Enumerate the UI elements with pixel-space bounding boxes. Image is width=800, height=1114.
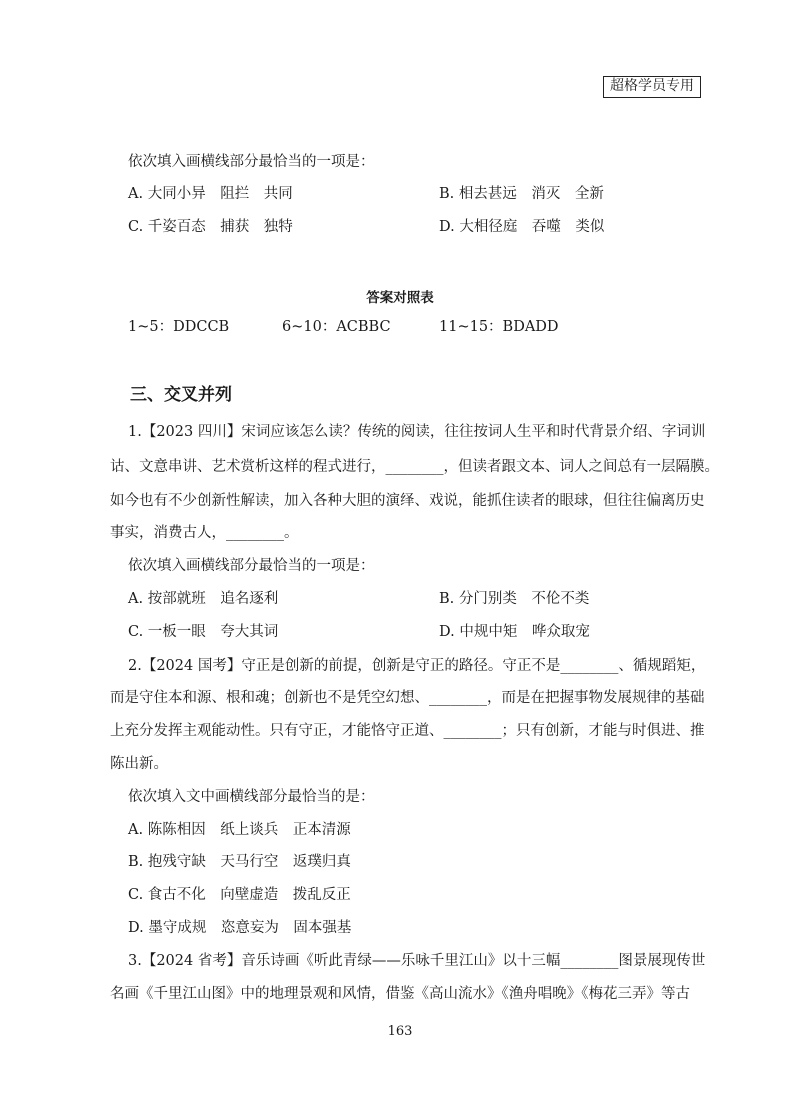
section-title: 三、交叉并列 [130, 385, 232, 405]
q1-option-c: C. 一板一眼 夸大其词 [128, 624, 279, 640]
q3-line-2: 名画《千里江山图》中的地理景观和风情，借鉴《高山流水》《渔舟唱晚》《梅花三弄》等古 [110, 986, 690, 1002]
prev-option-a: A. 大同小异 阻拦 共同 [128, 186, 293, 202]
q2-option-a: A. 陈陈相因 纸上谈兵 正本清源 [128, 822, 351, 838]
q1-prompt: 依次填入画横线部分最恰当的一项是： [128, 558, 375, 574]
answer-item-11-15: 11~15：BDADD [439, 319, 559, 335]
q1-line-1: 1.【2023 四川】宋词应该怎么读？传统的阅读，往往按词人生平和时代背景介绍、字词训 [128, 424, 706, 440]
q2-line-4: 陈出新。 [110, 756, 168, 772]
q2-line-2: 而是守住本和源、根和魂；创新也不是凭空幻想、________，而是在把握事物发展规律的基础 [110, 690, 705, 706]
q2-prompt: 依次填入文中画横线部分最恰当的是： [128, 789, 375, 805]
q2-line-3: 上充分发挥主观能动性。只有守正，才能恪守正道、________；只有创新，才能与时俱进、推 [110, 723, 705, 739]
q3-line-1: 3.【2024 省考】音乐诗画《听此青绿——乐咏千里江山》以十三幅________图景展现传世 [128, 953, 706, 969]
answer-table-title: 答案对照表 [366, 290, 434, 306]
q2-option-c: C. 食古不化 向壁虚造 拨乱反正 [128, 887, 351, 903]
page-number: 163 [387, 1024, 413, 1039]
q1-option-d: D. 中规中矩 哗众取宠 [439, 624, 590, 640]
prev-option-c: C. 千姿百态 捕获 独特 [128, 219, 293, 235]
q1-option-b: B. 分门别类 不伦不类 [439, 591, 590, 607]
prev-option-b: B. 相去甚远 消灭 全新 [439, 186, 604, 202]
prev-question-prompt: 依次填入画横线部分最恰当的一项是： [128, 154, 375, 170]
answer-item-1-5: 1~5：DDCCB [128, 319, 230, 335]
q2-option-b: B. 抱残守缺 天马行空 返璞归真 [128, 854, 351, 870]
q1-line-3: 如今也有不少创新性解读，加入各种大胆的演绎、戏说，能抓住读者的眼球，但往往偏离历史 [110, 493, 705, 509]
q1-option-a: A. 按部就班 追名逐利 [128, 591, 279, 607]
q2-option-d: D. 墨守成规 恣意妄为 固本强基 [128, 920, 352, 936]
answer-item-6-10: 6~10：ACBBC [282, 319, 391, 335]
student-only-badge: 超格学员专用 [603, 76, 701, 98]
prev-option-d: D. 大相径庭 吞噬 类似 [439, 219, 605, 235]
q1-line-2: 诂、文意串讲、艺术赏析这样的程式进行，________，但读者跟文本、词人之间总有一层隔膜。 [110, 459, 719, 475]
q1-line-4: 事实，消费古人，________。 [110, 525, 299, 541]
q2-line-1: 2.【2024 国考】守正是创新的前提，创新是守正的路径。守正不是________、循规蹈矩， [128, 658, 706, 674]
